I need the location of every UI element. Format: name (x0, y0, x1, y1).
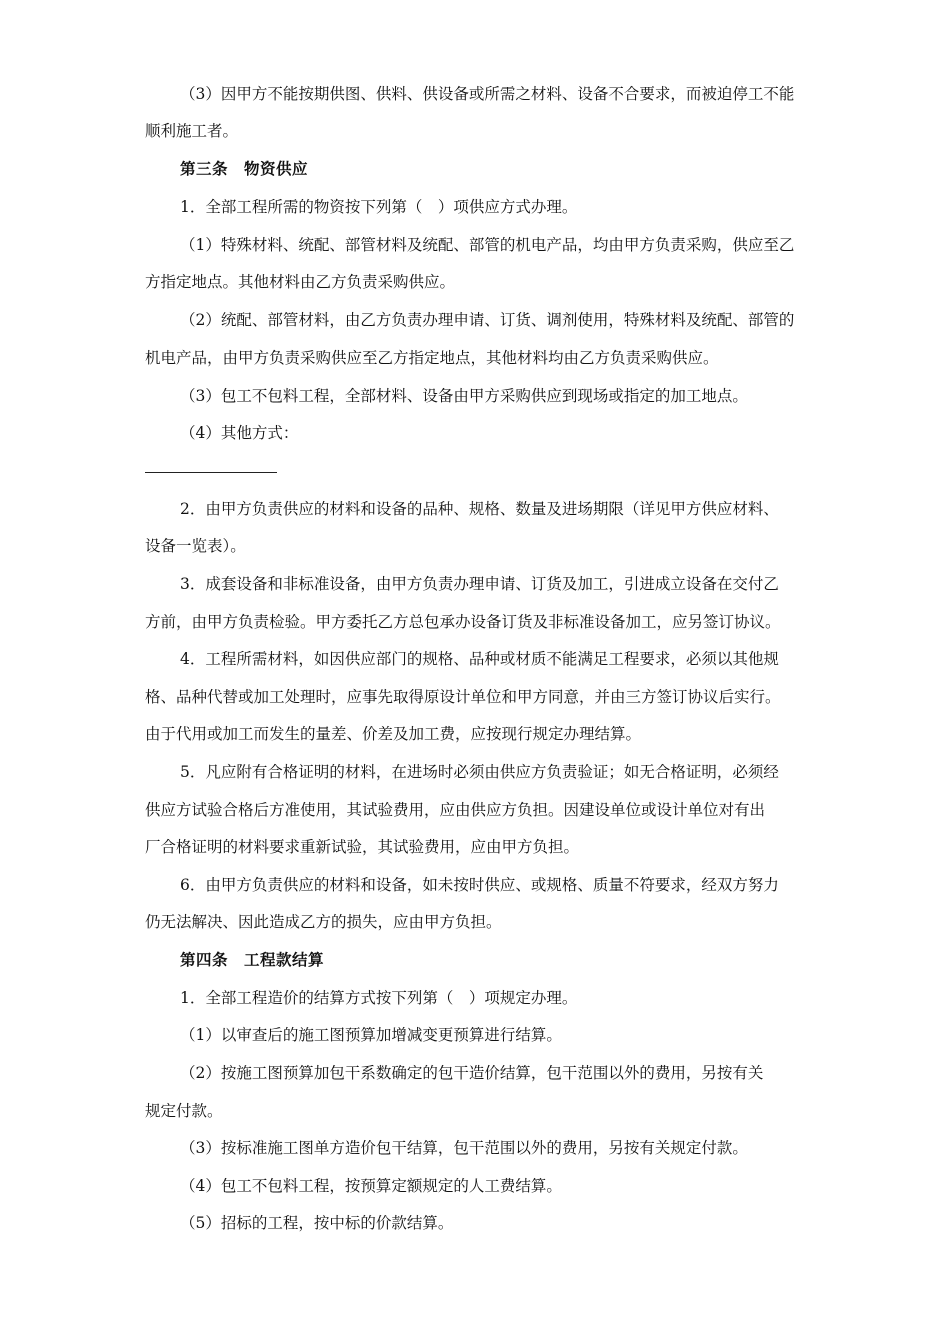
paragraph-line: （4）其他方式： (180, 424, 299, 442)
blank-fill-line (145, 472, 277, 473)
paragraph-line: 格、品种代替或加工处理时，应事先取得原设计单位和甲方同意，并由三方签订协议后实行。 (145, 688, 781, 706)
section-heading: 第四条 工程款结算 (180, 950, 325, 969)
paragraph-line: （5）招标的工程，按中标的价款结算。 (180, 1214, 454, 1232)
paragraph-line: （3）包工不包料工程，全部材料、设备由甲方采购供应到现场或指定的加工地点。 (180, 387, 748, 405)
paragraph-line: 规定付款。 (145, 1102, 223, 1120)
paragraph-line: （3）按标准施工图单方造价包干结算，包干范围以外的费用，另按有关规定付款。 (180, 1139, 748, 1157)
paragraph-line: 1．全部工程造价的结算方式按下列第（ ）项规定办理。 (180, 989, 578, 1007)
paragraph-line: （1）特殊材料、统配、部管材料及统配、部管的机电产品，均由甲方负责采购，供应至乙 (180, 236, 795, 254)
paragraph-line: 由于代用或加工而发生的量差、价差及加工费，应按现行规定办理结算。 (145, 725, 642, 743)
paragraph-line: 1．全部工程所需的物资按下列第（ ）项供应方式办理。 (180, 198, 578, 216)
paragraph-line: 设备一览表）。 (145, 537, 246, 555)
paragraph-line: 机电产品，由甲方负责采购供应至乙方指定地点，其他材料均由乙方负责采购供应。 (145, 349, 719, 367)
paragraph-line: 厂合格证明的材料要求重新试验，其试验费用，应由甲方负担。 (145, 838, 580, 856)
paragraph-line: 3．成套设备和非标准设备，由甲方负责办理申请、订货及加工，引进成立设备在交付乙 (180, 575, 779, 593)
paragraph-line: （1）以审查后的施工图预算加增减变更预算进行结算。 (180, 1026, 562, 1044)
paragraph-line: （2）按施工图预算加包干系数确定的包干造价结算，包干范围以外的费用，另按有关 (180, 1064, 764, 1082)
paragraph-line: （3）因甲方不能按期供图、供料、供设备或所需之材料、设备不合要求，而被迫停工不能 (180, 85, 795, 103)
paragraph-line: 4．工程所需材料，如因供应部门的规格、品种或材质不能满足工程要求，必须以其他规 (180, 650, 779, 668)
paragraph-line: 5．凡应附有合格证明的材料，在进场时必须由供应方负责验证；如无合格证明，必须经 (180, 763, 779, 781)
paragraph-line: 仍无法解决、因此造成乙方的损失，应由甲方负担。 (145, 913, 502, 931)
paragraph-line: 方前，由甲方负责检验。甲方委托乙方总包承办设备订货及非标准设备加工，应另签订协议。 (145, 613, 781, 631)
paragraph-line: 2．由甲方负责供应的材料和设备的品种、规格、数量及进场期限（详见甲方供应材料、 (180, 500, 779, 518)
paragraph-line: （2）统配、部管材料，由乙方负责办理申请、订货、调剂使用，特殊材料及统配、部管的 (180, 311, 795, 329)
paragraph-line: 顺利施工者。 (145, 122, 239, 140)
paragraph-line: 6．由甲方负责供应的材料和设备，如未按时供应、或规格、质量不符要求，经双方努力 (180, 876, 779, 894)
paragraph-line: 供应方试验合格后方准使用，其试验费用，应由供应方负担。因建设单位或设计单位对有出 (145, 801, 766, 819)
paragraph-line: （4）包工不包料工程，按预算定额规定的人工费结算。 (180, 1177, 562, 1195)
section-heading: 第三条 物资供应 (180, 159, 309, 178)
paragraph-line: 方指定地点。其他材料由乙方负责采购供应。 (145, 273, 456, 291)
